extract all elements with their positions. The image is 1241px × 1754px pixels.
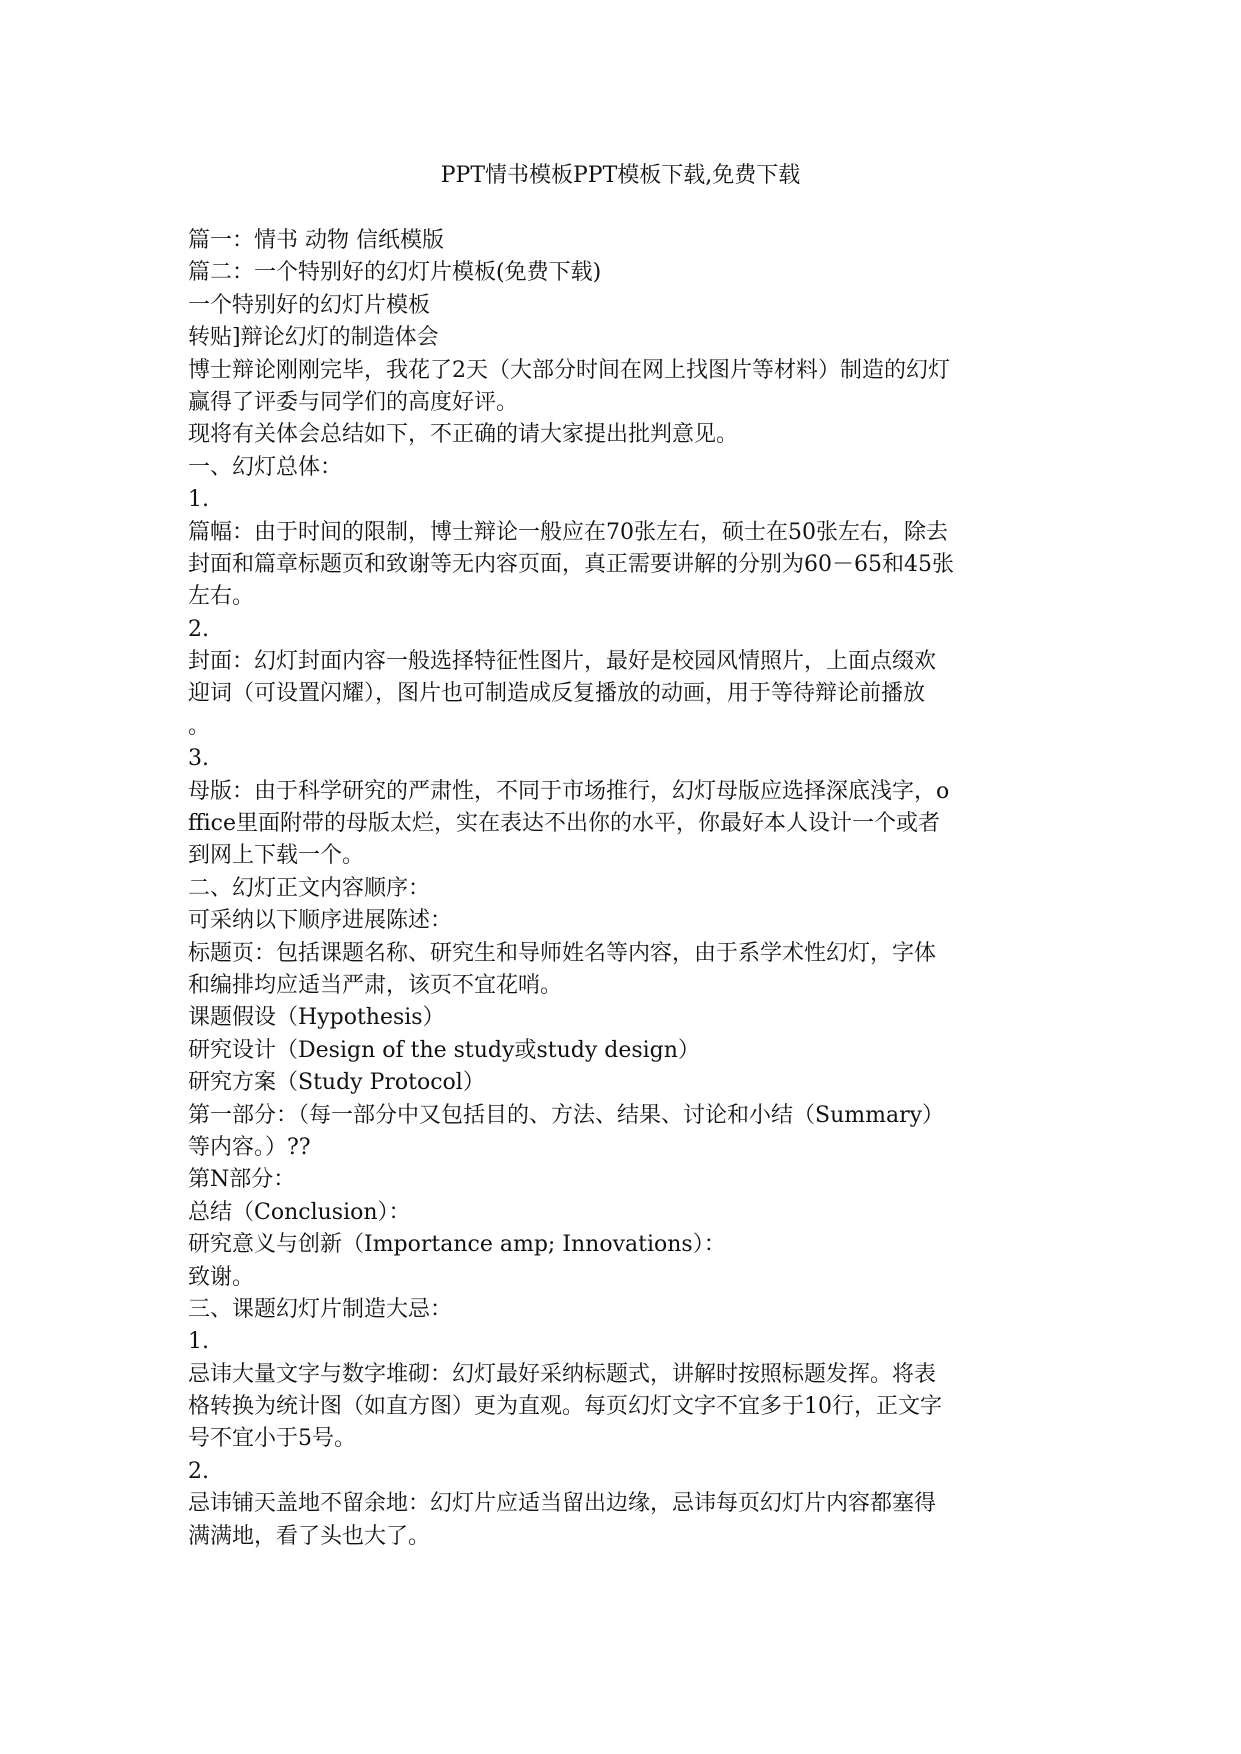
text-line: 研究设计（Design of the study或study design） — [188, 1037, 700, 1063]
text-line: 1. — [188, 487, 209, 513]
text-line: 一、幻灯总体： — [188, 454, 343, 480]
text-line: 2. — [188, 616, 209, 642]
text-line: 封面和篇章标题页和致谢等无内容页面，真正需要讲解的分别为60－65和45张 — [188, 551, 954, 577]
text-line: 篇幅：由于时间的限制，博士辩论一般应在70张左右，硕士在50张左右，除去 — [188, 519, 948, 545]
text-line: 标题页：包括课题名称、研究生和导师姓名等内容，由于系学术性幻灯，字体 — [188, 940, 937, 966]
text-line: 课题假设（Hypothesis） — [188, 1005, 445, 1031]
text-line: 到网上下载一个。 — [188, 843, 365, 869]
text-line: 母版：由于科学研究的严肃性，不同于市场推行，幻灯母版应选择深底浅字，o — [188, 778, 950, 804]
text-line: 和编排均应适当严肃，该页不宜花哨。 — [188, 972, 563, 998]
text-line: 一个特别好的幻灯片模板 — [188, 292, 431, 318]
text-line: 赢得了评委与同学们的高度好评。 — [188, 389, 519, 415]
text-line: 左右。 — [188, 584, 255, 610]
text-line: 二、幻灯正文内容顺序： — [188, 875, 431, 901]
document-body — [188, 225, 1056, 1553]
text-line: 忌讳铺天盖地不留余地：幻灯片应适当留出边缘，忌讳每页幻灯片内容都塞得 — [188, 1491, 937, 1517]
text-line: 满满地，看了头也大了。 — [188, 1523, 431, 1549]
text-line: 总结（Conclusion）： — [188, 1199, 411, 1225]
text-line: 转贴]辩论幻灯的制造体会 — [188, 325, 439, 351]
document-title: PPT情书模板PPT模板下载,免费下载 — [440, 163, 801, 188]
text-line: 封面：幻灯封面内容一般选择特征性图片，最好是校园风情照片，上面点缀欢 — [188, 649, 937, 675]
text-line: 研究意义与创新（Importance amp; Innovations）： — [188, 1232, 726, 1258]
text-line: 致谢。 — [188, 1264, 255, 1290]
text-line: 等内容。）?? — [188, 1134, 311, 1160]
text-line: 。 — [188, 713, 211, 739]
text-line: 2. — [188, 1458, 209, 1484]
text-line: 可采纳以下顺序进展陈述： — [188, 908, 453, 934]
text-line: 迎词（可设置闪耀），图片也可制造成反复播放的动画，用于等待辩论前播放 — [188, 681, 926, 707]
text-line: 现将有关体会总结如下，不正确的请大家提出批判意见。 — [188, 422, 739, 448]
text-line: 博士辩论刚刚完毕，我花了2天（大部分时间在网上找图片等材料）制造的幻灯 — [188, 357, 950, 383]
text-line: 篇二：一个特别好的幻灯片模板(免费下载) — [188, 260, 602, 286]
text-line: 3. — [188, 746, 209, 772]
text-line: 篇一：情书 动物 信纸模版 — [188, 228, 444, 253]
text-line: 研究方案（Study Protocol） — [188, 1070, 485, 1096]
text-line: ffice里面附带的母版太烂，实在表达不出你的水平，你最好本人设计一个或者 — [188, 811, 941, 837]
text-line: 号不宜小于5号。 — [188, 1426, 356, 1452]
text-line: 忌讳大量文字与数字堆砌：幻灯最好采纳标题式，讲解时按照标题发挥。将表 — [188, 1361, 937, 1387]
text-line: 第一部分：（每一部分中又包括目的、方法、结果、讨论和小结（Summary） — [188, 1102, 945, 1128]
text-line: 格转换为统计图（如直方图）更为直观。每页幻灯文字不宜多于10行，正文字 — [188, 1394, 942, 1420]
text-line: 三、课题幻灯片制造大忌： — [188, 1296, 453, 1322]
text-line: 1. — [188, 1329, 209, 1355]
text-line: 第N部分： — [188, 1167, 296, 1193]
